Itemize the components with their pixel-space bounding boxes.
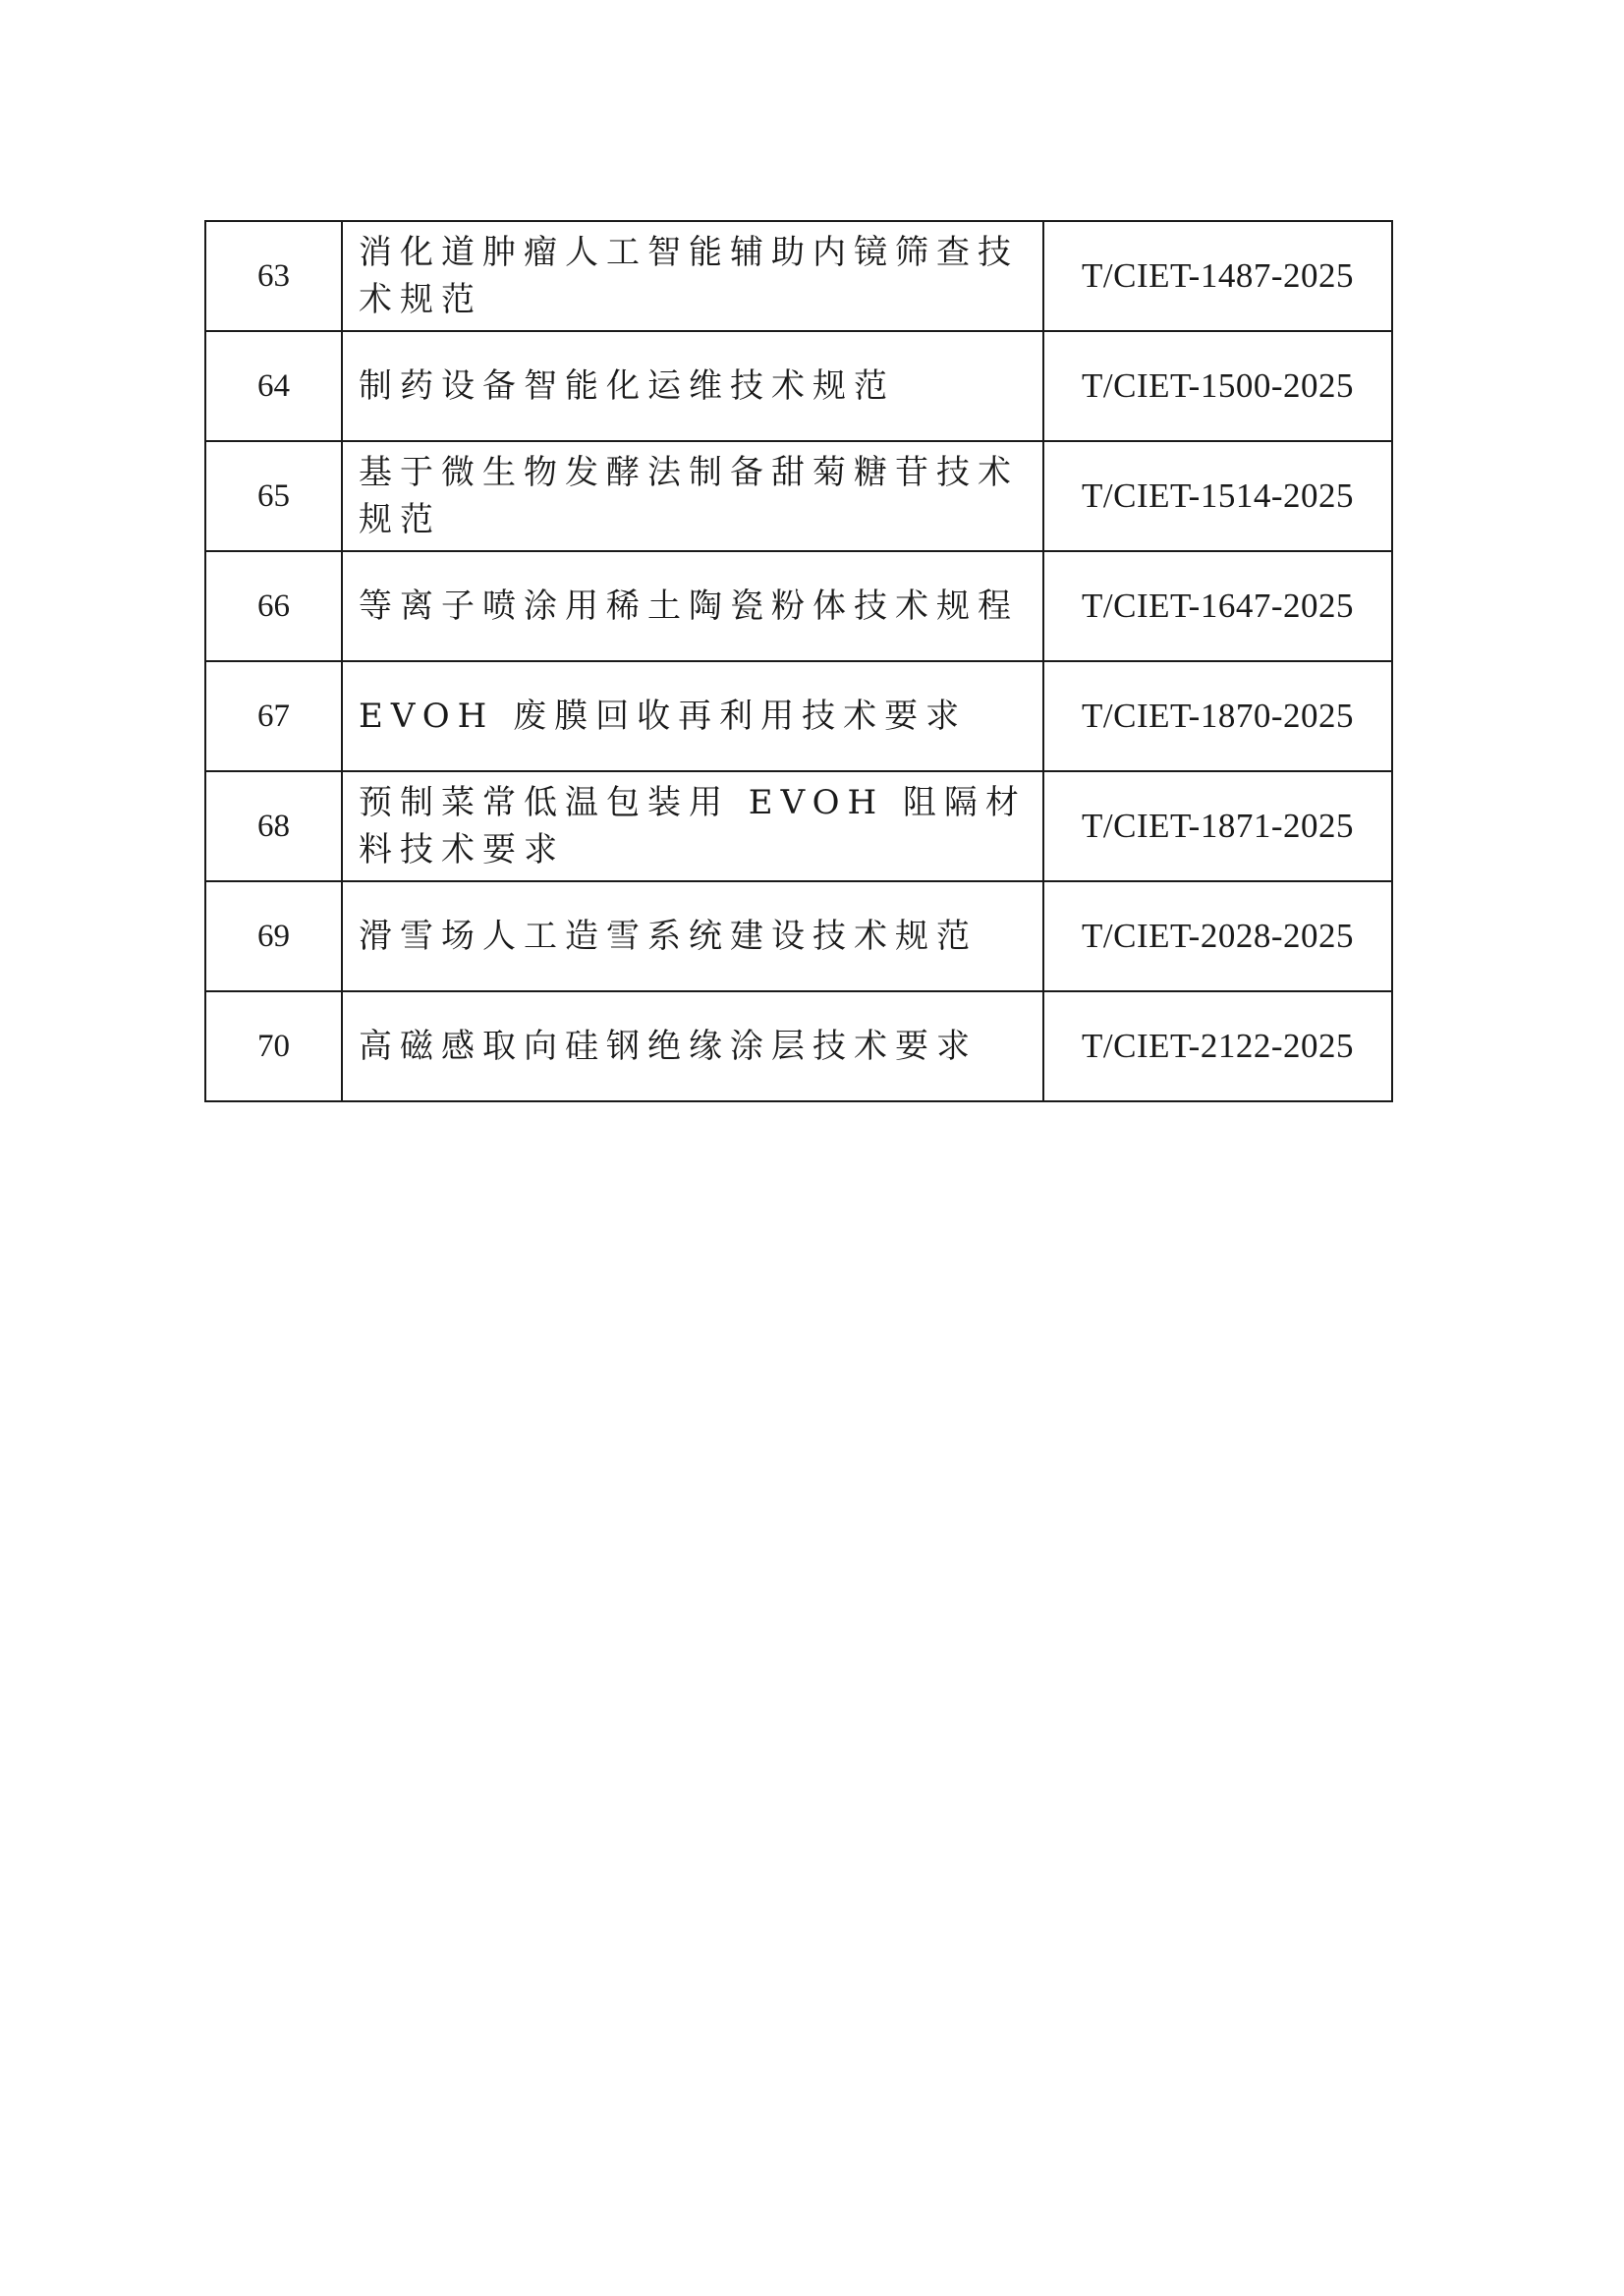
table-row [205, 881, 1392, 991]
standard-title: 滑雪场人工造雪系统建设技术规范 [342, 881, 1043, 991]
table-row [205, 551, 1392, 661]
table-row [205, 771, 1392, 881]
row-number: 69 [205, 881, 342, 991]
standard-title: 制药设备智能化运维技术规范 [342, 331, 1043, 441]
standard-code: T/CIET-1514-2025 [1043, 441, 1392, 551]
table-row [205, 441, 1392, 551]
standard-title: EVOH 废膜回收再利用技术要求 [342, 661, 1043, 771]
standard-title: 基于微生物发酵法制备甜菊糖苷技术规范 [342, 441, 1043, 551]
row-number: 64 [205, 331, 342, 441]
row-number: 70 [205, 991, 342, 1101]
table-row [205, 991, 1392, 1101]
standard-code: T/CIET-2028-2025 [1043, 881, 1392, 991]
row-number: 65 [205, 441, 342, 551]
standard-code: T/CIET-1500-2025 [1043, 331, 1392, 441]
table-row [205, 331, 1392, 441]
table-row [205, 661, 1392, 771]
standard-code: T/CIET-2122-2025 [1043, 991, 1392, 1101]
standard-code: T/CIET-1871-2025 [1043, 771, 1392, 881]
standards-table [204, 220, 1393, 1102]
row-number: 63 [205, 221, 342, 331]
standard-code: T/CIET-1487-2025 [1043, 221, 1392, 331]
row-number: 68 [205, 771, 342, 881]
table-row [205, 221, 1392, 331]
row-number: 66 [205, 551, 342, 661]
standard-title: 预制菜常低温包装用 EVOH 阻隔材料技术要求 [342, 771, 1043, 881]
row-number: 67 [205, 661, 342, 771]
standard-code: T/CIET-1870-2025 [1043, 661, 1392, 771]
standard-title: 消化道肿瘤人工智能辅助内镜筛查技术规范 [342, 221, 1043, 331]
standard-title: 高磁感取向硅钢绝缘涂层技术要求 [342, 991, 1043, 1101]
standard-code: T/CIET-1647-2025 [1043, 551, 1392, 661]
standard-title: 等离子喷涂用稀土陶瓷粉体技术规程 [342, 551, 1043, 661]
